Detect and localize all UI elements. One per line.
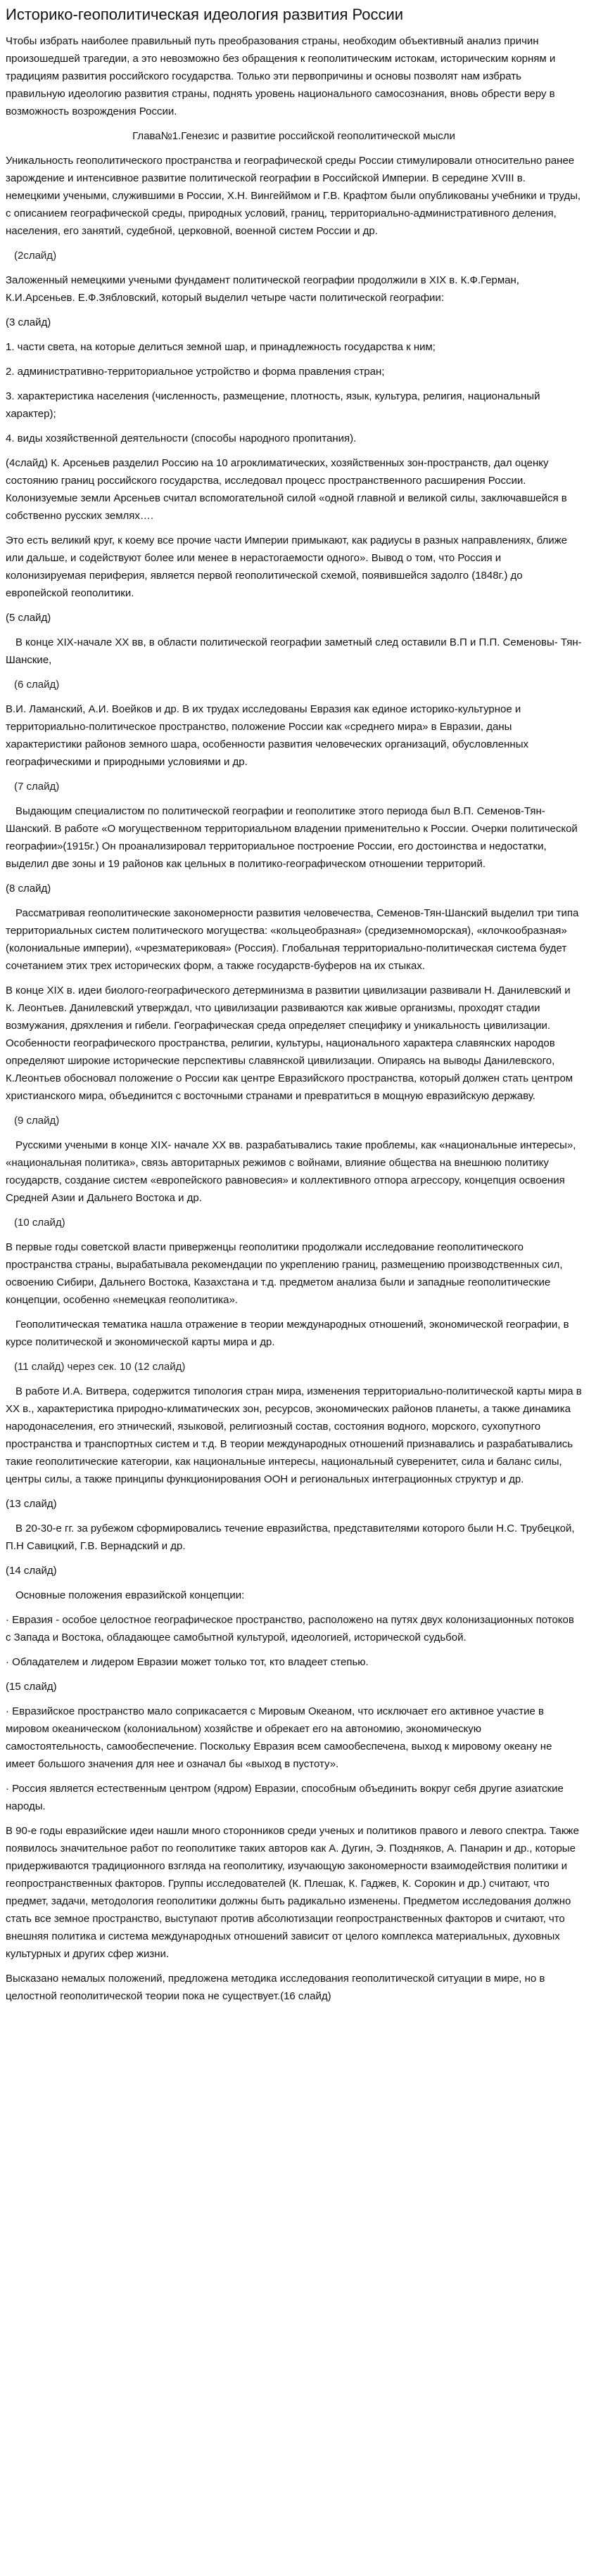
paragraph: (13 слайд) [6, 1498, 57, 1510]
paragraph: Чтобы избрать наиболее правильный путь преобразования страны, необходим объективный анализ причин произошедшей трагедии, а это невозможно без обращения к геополитическим истокам, историческим корням и традициям развития российского государства. Только эти первопричины и основы позволят нам избрать правильную идеологию развития страны, поднять уровень национального самосознания, вновь обрести веру в возможность возрождения России. [6, 35, 556, 117]
paragraph: Высказано немалых положений, предложена методика исследования геополитической ситуации в мире, но в целостной геополитической теории пока не существует.(16 слайд) [6, 1973, 545, 2002]
document-page [0, 4, 586, 2005]
paragraph: В работе И.А. Витвера, содержится типология стран мира, изменения территориально-политической карты мира в XX в., характеристика природно-климатических зон, ресурсов, экономических районов планеты, а также динамика народонаселения, его этнический, языковой, религиозный состав, состояния водного, морского, сухопутного пространства и транспортных систем и т.д. В теории международных отношений признавались и разрабатывались такие геополитические категории, как национальные интересы, национальный суверенитет, сила и баланс силы, центры силы, а также принципы функционирования ООН и региональных интеграционных структур и др. [6, 1385, 582, 1485]
paragraph: В конце XIX-начале XX вв, в области политической географии заметный след оставили В.П и П.П. Семеновы- Тян-Шанские, [6, 636, 582, 666]
slide-marker: (7 слайд) [14, 781, 60, 793]
page-title: Историко-геополитическая идеология развития России [6, 6, 404, 23]
slide-marker: (6 слайд) [14, 679, 60, 691]
paragraph: Уникальность геополитического пространства и географической среды России стимулировали относительно ранее зарождение и интенсивное развитие политической географии в Российской Империи. В середине XVIII в. немецкими учеными, служившими в России, Х.Н. Вингейймом и Г.В. Крафтом были опубликованы учебники и труды, с описанием географической среды, природных условий, границ, территориально-административного деления, населения, его занятий, судебной, церковной, военной систем России и др. [6, 155, 581, 237]
list-item: · Евразийское пространство мало соприкасается с Мировым Океаном, что исключает его активное участие в мировом океаническом (колониальном) хозяйстве и обрекает его на автономию, экономическую самостоятельность, самообеспечение. Поскольку Евразия всем самообеспечена, выход к мировому океану не имеет большого значения для нее и означал бы «выход в пустоту». [6, 1705, 552, 1770]
paragraph: (4слайд) К. Арсеньев разделил Россию на 10 агроклиматических, хозяйственных зон-пространств, дал оценку состоянию границ российского государства, исследовал процесс пространственного расширения России. Колонизуемые земли Арсеньев считал вспомогательной силой «одной главной и великой силы, заключавшейся в собственно русских землях…. [6, 457, 567, 522]
paragraph: (5 слайд) [6, 612, 51, 624]
paragraph: В 90-е годы евразийские идеи нашли много сторонников среди ученых и политиков правого и левого спектра. Также появилось значительное работ по геополитике таких авторов как А. Дугин, Э. Поздняков, А. Панарин и др., которые придерживаются традиционного взгляда на геополитику, изучающую закономерности взаимодействия политики и геопространственных факторов. Группы исследователей (К. Плешак, К. Гаджев, К. Сорокин и др.) считают, что предмет, задачи, методология геополитики должны быть радикально изменены. Предметом исследования должно стать все земное пространство, выступают против абсолютизации геопространственных факторов и считают, что внешняя политика и система международных отношений зависит от целого комплекса материальных, духовных культурных и других сфер жизни. [6, 1825, 579, 1960]
section-heading: Глава№1.Генезис и развитие российской геополитической мысли [132, 130, 455, 142]
list-item: 2. административно-территориальное устройство и форма правления стран; [6, 366, 385, 378]
paragraph: (3 слайд) [6, 316, 51, 328]
document-body [6, 32, 582, 2005]
paragraph: (15 слайд) [6, 1681, 57, 1693]
slide-marker: (11 слайд) через сек. 10 (12 слайд) [14, 1361, 186, 1373]
paragraph: (14 слайд) [6, 1565, 57, 1577]
paragraph: В.И. Ламанский, А.И. Воейков и др. В их трудах исследованы Евразия как единое историко-культурное и территориально-политическое пространство, положение России как «среднего мира» в Евразии, даны характеристики районов земного шара, особенности развития человеческих организаций, обусловленных географическими и природными условиями и др. [6, 703, 528, 768]
slide-marker: (9 слайд) [14, 1115, 60, 1127]
paragraph: Геополитическая тематика нашла отражение в теории международных отношений, экономической географии, в курсе политической и экономической карты мира и др. [6, 1319, 569, 1348]
paragraph: В конце XIX в. идеи биолого-географического детерминизма в развитии цивилизации развивали Н. Данилевский и К. Леонтьев. Данилевский утверждал, что цивилизации развиваются как живые организмы, проходят стадии возмужания, дряхления и гибели. Географическая среда определяет специфику и уникальность цивилизации. Особенности географического пространства, религии, культуры, национального характера славянских народов определяют широкие исторические перспективы славянской цивилизации. Опираясь на выводы Данилевского, К.Леонтьев обосновал положение о России как центре Евразийского пространства, который должен стать центром христианского мира, объединится с восточными странами и превратиться в мощную евразийскую державу. [6, 985, 573, 1102]
list-item: · Евразия - особое целостное географическое пространство, расположено на путях двух колонизационных потоков с Запада и Востока, обладающее самобытной культурой, идеологией, исторической судьбой. [6, 1614, 574, 1643]
list-item: · Обладателем и лидером Евразии может только тот, кто владеет степью. [6, 1656, 369, 1668]
paragraph: Русскими учеными в конце XIX- начале XX вв. разрабатывались такие проблемы, как «национальные интересы», «национальная политика», связь авторитарных режимов с войнами, влияние общества на внешнюю политику государств, создание систем «европейского равновесия» и коллективного отпора агрессору, концепция освоения Средней Азии и Дальнего Востока и др. [6, 1139, 576, 1204]
paragraph: В первые годы советской власти приверженцы геополитики продолжали исследование геополитического пространства страны, вырабатывала рекомендации по укреплению границ, размещению производственных сил, освоению Сибири, Дальнего Востока, Казахстана и т.д. предметом анализа были и западные геополитические концепции, особенно «немецкая геополитика». [6, 1241, 563, 1306]
paragraph: Выдающим специалистом по политической географии и геополитике этого периода был В.П. Семенов-Тян-Шанский. В работе «О могущественном территориальном владении применительно к России. Очерки политической географии»(1915г.) Он проанализировал территориальное построение России, его достоинства и недостатки, выделил две зоны и 19 районов как цельных в политико-географическом отношении территорий. [6, 805, 578, 870]
slide-marker: (10 слайд) [14, 1217, 65, 1229]
slide-marker: (2слайд) [14, 250, 57, 262]
paragraph: Это есть великий круг, к коему все прочие части Империи примыкают, как радиусы в разных направлениях, ближе или дальше, и содействуют более или менее в нерастоrаемости одного». Вывод о том, что Россия и колонизируемая периферия, является первой геополитической схемой, появившейся задолго (1848г.) до европейской геополитики. [6, 534, 568, 599]
paragraph: Основные положения евразийской концепции: [15, 1589, 245, 1601]
paragraph: Рассматривая геополитические закономерности развития человечества, Семенов-Тян-Шанский выделил три типа территориальных систем политического могущества: «кольцеобразная» (средиземноморская), «клочкообразная» (колониальные империи), «чрезматериковая» (Россия). Глобальная территориально-политическая система будет сочетанием этих трех исторических форм, а также государств-буферов на их стыках. [6, 907, 579, 972]
list-item: 4. виды хозяйственной деятельности (способы народного пропитания). [6, 432, 357, 444]
list-item: 3. характеристика населения (численность, размещение, плотность, язык, культура, религия, национальный характер); [6, 390, 540, 420]
paragraph: (8 слайд) [6, 883, 51, 895]
paragraph: В 20-30-е гг. за рубежом сформировались течение евразийства, представителями которого были Н.С. Трубецкой, П.Н Савицкий, Г.В. Вернадский и др. [6, 1523, 575, 1552]
list-item: · Россия является естественным центром (ядром) Евразии, способным объединить вокруг себя другие азиатские народы. [6, 1783, 564, 1812]
list-item: 1. части света, на которые делиться земной шар, и принадлежность государства к ним; [6, 341, 436, 353]
paragraph: Заложенный немецкими учеными фундамент политической географии продолжили в XIX в. К.Ф.Герман, К.И.Арсеньев. Е.Ф.Зябловский, который выделил четыре части политической географии: [6, 274, 519, 304]
